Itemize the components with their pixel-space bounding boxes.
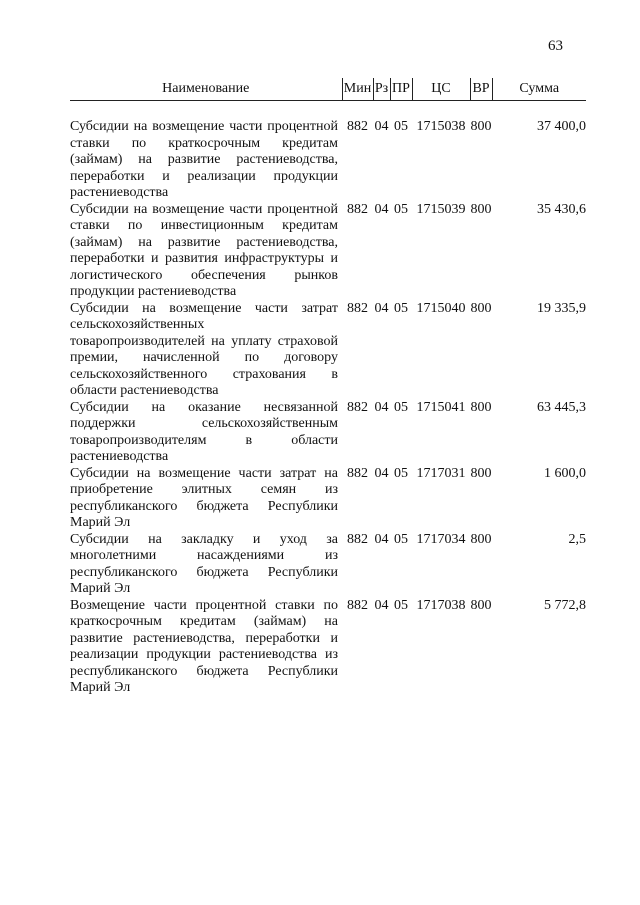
row-cs: 1715040 — [416, 300, 466, 316]
row-pr: 05 — [394, 119, 408, 134]
row-pr: 05 — [394, 531, 408, 547]
row-vr: 800 — [470, 300, 492, 316]
table-row — [70, 202, 586, 301]
row-min: 882 — [347, 119, 368, 134]
row-rz: 04 — [374, 531, 389, 547]
row-pr: 05 — [394, 201, 408, 217]
table-row — [70, 119, 586, 202]
header-min: Мин — [342, 78, 373, 101]
row-rz: 04 — [374, 119, 389, 134]
row-sum: 19 335,9 — [537, 300, 586, 316]
header-sum: Сумма — [492, 78, 586, 101]
row-name: Возмещение части процентной ставки по краткосрочным кредитам (займам) на развитие растениеводства, переработки и реализации продукции растениеводства из республиканского бюджета Республики Марий Эл — [70, 597, 338, 695]
spacer-cell — [70, 101, 586, 120]
row-rz: 04 — [374, 399, 389, 415]
row-vr: 800 — [470, 465, 492, 481]
row-rz: 04 — [374, 465, 389, 481]
row-vr: 800 — [470, 201, 492, 217]
budget-table — [70, 78, 586, 697]
row-min: 882 — [347, 300, 368, 316]
header-pr: ПР — [390, 78, 412, 101]
row-vr: 800 — [470, 531, 492, 547]
table-row — [70, 301, 586, 400]
table-row — [70, 466, 586, 532]
row-name: Субсидии на возмещение части затрат на приобретение элитных семян из республиканского бюджета Республики Марий Эл — [70, 465, 338, 530]
row-min: 882 — [347, 531, 368, 547]
table-header — [70, 78, 586, 101]
row-name: Субсидии на оказание несвязанной поддержки сельскохозяйственным товаропроизводителям в области растениеводства — [70, 399, 338, 464]
row-vr: 800 — [470, 597, 492, 613]
row-name: Субсидии на возмещение части затрат сельскохозяйственных товаропроизводителей на уплату страховой премии, начисленной по договору сельскохозяйственного страхования в области растениеводства — [70, 300, 338, 398]
row-sum: 37 400,0 — [537, 119, 586, 134]
budget-table-container — [70, 78, 586, 697]
header-vr: ВР — [470, 78, 492, 101]
row-vr: 800 — [470, 399, 492, 415]
row-pr: 05 — [394, 465, 408, 481]
row-pr: 05 — [394, 300, 408, 316]
header-rz: Рз — [373, 78, 390, 101]
header-cs: ЦС — [412, 78, 470, 101]
row-rz: 04 — [374, 597, 389, 613]
table-body — [70, 101, 586, 697]
row-cs: 1717031 — [416, 465, 466, 481]
table-row — [70, 598, 586, 697]
row-rz: 04 — [374, 201, 389, 217]
row-cs: 1717038 — [416, 597, 466, 613]
page-number: 63 — [548, 38, 563, 54]
table-row — [70, 400, 586, 466]
header-row — [70, 78, 586, 101]
row-min: 882 — [347, 201, 368, 217]
row-sum: 35 430,6 — [537, 201, 586, 217]
row-min: 882 — [347, 597, 368, 613]
row-name: Субсидии на закладку и уход за многолетними насаждениями из республиканского бюджета Республики Марий Эл — [70, 531, 338, 596]
row-sum: 63 445,3 — [537, 399, 586, 415]
row-cs: 1717034 — [416, 531, 466, 547]
row-min: 882 — [347, 465, 368, 481]
row-sum: 1 600,0 — [544, 465, 586, 481]
row-min: 882 — [347, 399, 368, 415]
row-pr: 05 — [394, 597, 408, 613]
row-cs: 1715041 — [416, 399, 466, 415]
header-name: Наименование — [70, 78, 342, 101]
table-row — [70, 532, 586, 598]
row-cs: 1715039 — [416, 201, 466, 217]
row-vr: 800 — [470, 119, 492, 134]
spacer-row — [70, 101, 586, 120]
row-name: Субсидии на возмещение части процентной ставки по краткосрочным кредитам (займам) на развитие растениеводства, переработки и реализации продукции растениеводства — [70, 119, 338, 200]
row-sum: 2,5 — [568, 531, 586, 547]
row-name: Субсидии на возмещение части процентной ставки по инвестиционным кредитам (займам) на развитие растениеводства, переработки и развития инфраструктуры и логистического обеспечения рынков продукции растениеводства — [70, 201, 338, 299]
row-sum: 5 772,8 — [544, 597, 586, 613]
row-cs: 1715038 — [416, 119, 466, 134]
row-rz: 04 — [374, 300, 389, 316]
row-pr: 05 — [394, 399, 408, 415]
